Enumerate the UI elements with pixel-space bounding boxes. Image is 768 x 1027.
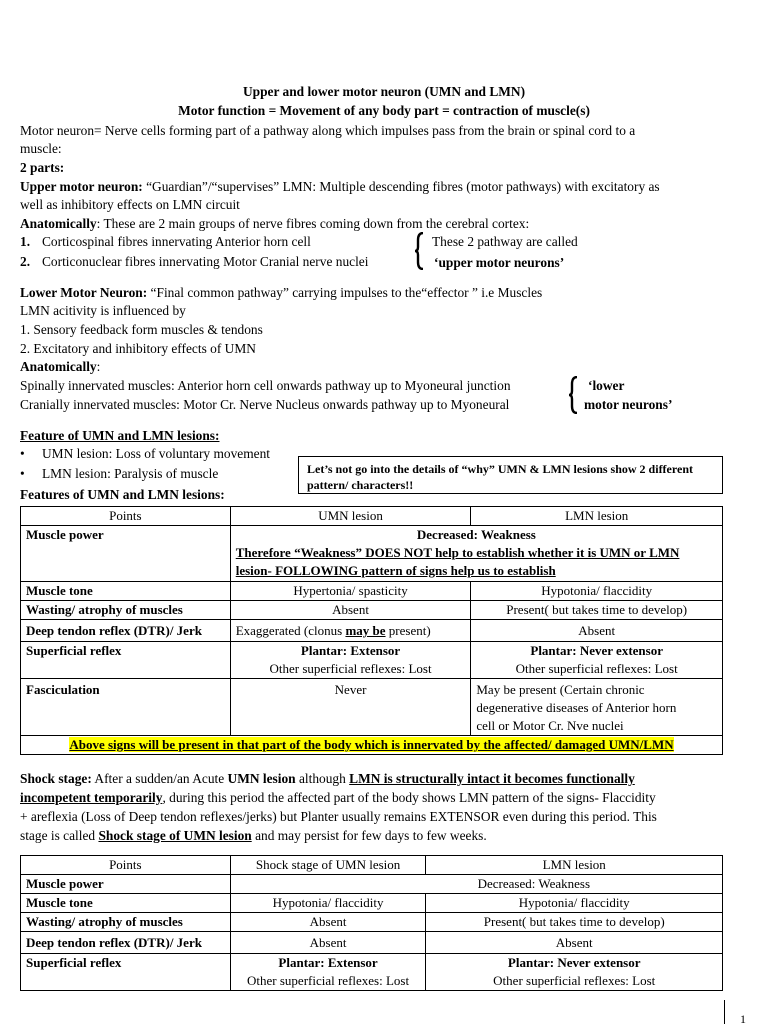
umn-brace-label: ‘upper motor neurons’: [434, 255, 565, 270]
table-row: [21, 913, 723, 932]
sup-shock-1: Plantar: Extensor: [278, 955, 378, 970]
umn-text: “Guardian”/“supervises” LMN: Multiple descending fibres (motor pathways) with excitatory as: [142, 179, 660, 194]
table-cell: Hypotonia/ flaccidity: [471, 582, 723, 601]
curly-brace-icon: [414, 232, 428, 270]
table-cell: Deep tendon reflex (DTR)/ Jerk: [21, 932, 231, 954]
bullet-item: [20, 445, 270, 463]
table-cell: [230, 954, 426, 991]
table-cell: Hypertonia/ spasticity: [230, 582, 471, 601]
anatomically-line: [20, 215, 529, 233]
table-cell: Never: [230, 679, 471, 736]
sup-lmn-2: Other superficial reflexes: Lost: [515, 661, 678, 676]
sup-umn-1: Plantar: Extensor: [300, 643, 401, 658]
table-row: [21, 875, 723, 894]
table-footer-cell: [21, 736, 723, 755]
table-cell: Absent: [230, 913, 426, 932]
doc-title: Upper and lower motor neuron (UMN and LMN): [242, 84, 526, 99]
table-cell: Absent: [230, 601, 471, 620]
table-cell: Hypotonia/ flaccidity: [426, 894, 723, 913]
sup-lmn-1: Plantar: Never extensor: [530, 643, 663, 658]
umn-description: [20, 178, 660, 196]
mp-line-3: lesion- FOLLOWING pattern of signs help us to establish: [235, 563, 556, 578]
shock-text-4: stage is called: [20, 828, 99, 843]
table-cell: Fasciculation: [21, 679, 231, 736]
umn-brace-text: These 2 pathway are called: [432, 234, 578, 249]
anat2-label: Anatomically: [20, 359, 97, 374]
two-parts-heading: 2 parts:: [20, 160, 65, 175]
shock-text-2: although: [295, 771, 350, 786]
lmn-brace-label-1: ‘lower: [588, 378, 625, 393]
table-cell: Muscle tone: [21, 582, 231, 601]
fasc-lmn-1: May be present (Certain chronic: [476, 682, 645, 697]
sup-shock-2: Other superficial reflexes: Lost: [247, 973, 410, 988]
shock-line-1: [20, 770, 635, 788]
table-footer-row: [21, 736, 723, 755]
shock-emphasis-2: incompetent temporarily: [20, 790, 163, 805]
table-cell: [471, 679, 723, 736]
table-cell: Wasting/ atrophy of muscles: [21, 601, 231, 620]
list-text: Corticospinal fibres innervating Anterior horn cell: [42, 234, 311, 249]
table-header: Shock stage of UMN lesion: [230, 856, 426, 875]
table-header: Points: [21, 856, 231, 875]
shock-label: Shock stage:: [20, 771, 92, 786]
table-cell-merged: Decreased: Weakness: [230, 875, 722, 894]
table-cell: [230, 642, 471, 679]
table-cell-merged: [230, 526, 722, 582]
lmn-description: [20, 284, 542, 302]
note-box: Let’s not go into the details of “why” UMN & LMN lesions show 2 different pattern/ characters!!: [298, 456, 723, 494]
table-header-row: [21, 856, 723, 875]
lmn-line-2: LMN acitivity is influenced by: [20, 303, 186, 318]
fasc-lmn-2: degenerative diseases of Anterior horn: [476, 700, 677, 715]
bullet-glyph: •: [20, 446, 25, 461]
shock-line-3: + areflexia (Loss of Deep tendon reflexes/jerks) but Planter usually remains EXTENSOR even during this period. This: [20, 809, 657, 824]
table-cell: Absent: [230, 932, 426, 954]
bullet-text: UMN lesion: Loss of voluntary movement: [42, 446, 270, 461]
shock-lmn-emphasis: LMN is structurally intact it becomes functionally: [349, 771, 635, 786]
shock-line-2: [20, 789, 656, 807]
shock-text: After a sudden/an Acute: [91, 771, 228, 786]
table-row: [21, 582, 723, 601]
shock-stage-emphasis: Shock stage of UMN lesion: [98, 828, 252, 843]
sup-umn-2: Other superficial reflexes: Lost: [269, 661, 432, 676]
table-row: [21, 954, 723, 991]
table-cell: Absent: [426, 932, 723, 954]
lmn-line-3: 1. Sensory feedback form muscles & tendons: [20, 322, 263, 337]
table-row: [21, 679, 723, 736]
table-cell: Muscle power: [21, 875, 231, 894]
shock-line-4: [20, 827, 487, 845]
table-cell: Hypotonia/ flaccidity: [230, 894, 426, 913]
cranial-line: Cranially innervated muscles: Motor Cr. Nerve Nucleus onwards pathway up to Myoneural: [20, 397, 510, 412]
umn-description-2: well as inhibitory effects on LMN circuit: [20, 197, 240, 212]
table-row: [21, 642, 723, 679]
mp-line-1: Decreased: Weakness: [416, 527, 536, 542]
umn-list-item: [20, 253, 368, 271]
bullet-glyph: •: [20, 466, 25, 481]
table-row: [21, 620, 723, 642]
bullet-text: LMN lesion: Paralysis of muscle: [42, 466, 219, 481]
fasc-lmn-3: cell or Motor Cr. Nve nuclei: [476, 718, 624, 733]
features-heading-2: Features of UMN and LMN lesions:: [20, 487, 225, 502]
table-row: [21, 601, 723, 620]
dtr-umn-text-end: present): [385, 623, 431, 638]
mp-line-2: Therefore “Weakness” DOES NOT help to establish whether it is UMN or LMN: [235, 545, 680, 560]
dtr-umn-emphasis: may be: [345, 623, 386, 638]
table-header: Points: [21, 507, 231, 526]
table-cell: Deep tendon reflex (DTR)/ Jerk: [21, 620, 231, 642]
sup-lmn-2: Other superficial reflexes: Lost: [493, 973, 656, 988]
dtr-umn-text: Exaggerated (clonus: [235, 623, 346, 638]
lmn-text: “Final common pathway” carrying impulses to the“effector ” i.e Muscles: [147, 285, 543, 300]
table-row: [21, 894, 723, 913]
table-header: LMN lesion: [471, 507, 723, 526]
list-number: 1.: [20, 234, 31, 249]
shock-umn-emphasis: UMN lesion: [227, 771, 296, 786]
table-cell: Wasting/ atrophy of muscles: [21, 913, 231, 932]
table-cell: Muscle tone: [21, 894, 231, 913]
sup-lmn-1: Plantar: Never extensor: [507, 955, 641, 970]
definition-line-1: Motor neuron= Nerve cells forming part of a pathway along which impulses pass from the brain or spinal cord to a: [20, 123, 636, 138]
list-number: 2.: [20, 254, 31, 269]
table-cell: Muscle power: [21, 526, 231, 582]
table-cell: Superficial reflex: [21, 642, 231, 679]
page-number: 1: [740, 1012, 746, 1026]
spinal-line: Spinally innervated muscles: Anterior horn cell onwards pathway up to Myoneural junction: [20, 378, 511, 393]
table-cell: Absent: [471, 620, 723, 642]
table-cell: [471, 642, 723, 679]
table-cell: [230, 620, 471, 642]
lmn-label: Lower Motor Neuron:: [20, 285, 148, 300]
lmn-line-4: 2. Excitatory and inhibitory effects of UMN: [20, 341, 256, 356]
highlighted-footer-text: Above signs will be present in that part of the body which is innervated by the affected/ damaged UMN/LMN: [69, 737, 674, 752]
anatomically-line-2: [20, 358, 100, 376]
lmn-brace-label-2: motor neurons’: [584, 397, 673, 412]
page-corner-rule: [724, 1000, 725, 1024]
table-header-row: [21, 507, 723, 526]
definition-line-2: muscle:: [20, 141, 62, 156]
shock-text-5: and may persist for few days to few weeks.: [251, 828, 487, 843]
shock-text-3: , during this period the affected part of the body shows LMN pattern of the signs- Flaccidity: [162, 790, 656, 805]
table-row: [21, 526, 723, 582]
doc-subtitle: Motor function = Movement of any body part = contraction of muscle(s): [178, 103, 590, 118]
table-header: UMN lesion: [230, 507, 471, 526]
bullet-item: [20, 465, 218, 483]
table-row: [21, 932, 723, 954]
table-cell: Present( but takes time to develop): [426, 913, 723, 932]
table-header: LMN lesion: [426, 856, 723, 875]
umn-list-item: [20, 233, 311, 251]
feature-heading: Feature of UMN and LMN lesions:: [20, 428, 220, 443]
anat-label: Anatomically: [20, 216, 97, 231]
table-cell: Superficial reflex: [21, 954, 231, 991]
anat-text: : These are 2 main groups of nerve fibres coming down from the cerebral cortex:: [96, 216, 530, 231]
table-cell: Present( but takes time to develop): [471, 601, 723, 620]
shock-lmn-table: [20, 855, 723, 991]
table-cell: [426, 954, 723, 991]
anat2-colon: :: [96, 359, 101, 374]
umn-label: Upper motor neuron:: [20, 179, 143, 194]
curly-brace-icon: [568, 376, 582, 414]
umn-lmn-table: [20, 506, 723, 755]
list-text: Corticonuclear fibres innervating Motor Cranial nerve nuclei: [42, 254, 369, 269]
